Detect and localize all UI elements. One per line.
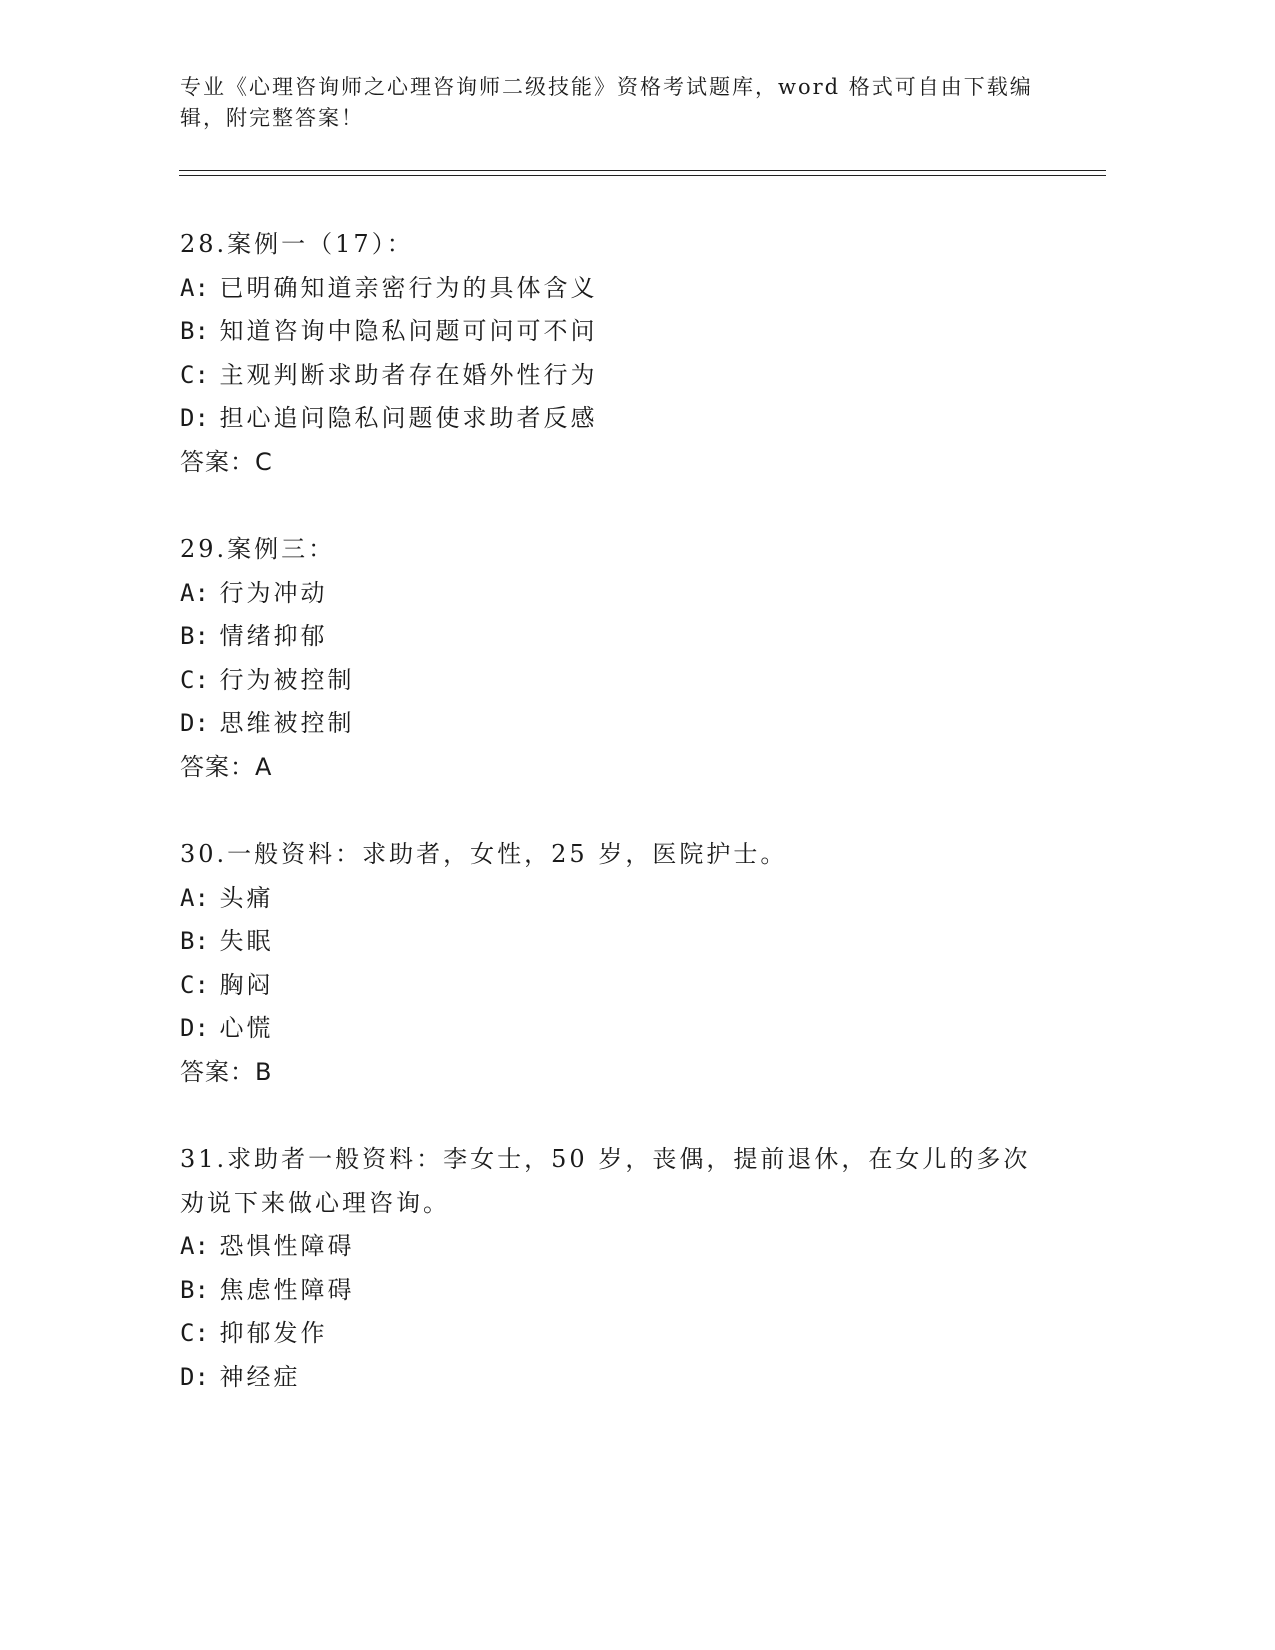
question-stem: 29.案例三： xyxy=(180,535,336,563)
question-stem: 30.一般资料：求助者，女性，25 岁，医院护士。 xyxy=(180,840,788,868)
option-d xyxy=(180,397,1060,441)
option-letter: C: xyxy=(180,970,209,999)
option-text: 情绪抑郁 xyxy=(219,622,328,651)
option-b xyxy=(180,1269,1060,1313)
option-d xyxy=(180,702,1060,746)
option-letter: D: xyxy=(180,1362,209,1391)
question-28 xyxy=(180,223,1060,485)
document-intro: 专业《心理咨询师之心理咨询师二级技能》资格考试题库，word 格式可自由下载编辑，附完整答案！ xyxy=(180,75,1033,130)
option-letter: D: xyxy=(180,1014,209,1043)
option-letter: B: xyxy=(180,622,209,651)
answer-line: 答案：A xyxy=(180,752,273,781)
option-letter: B: xyxy=(180,317,209,346)
answer-line: 答案：C xyxy=(180,447,273,476)
option-letter: C: xyxy=(180,665,209,694)
option-text: 心慌 xyxy=(219,1014,274,1043)
question-30 xyxy=(180,833,1060,1095)
option-d xyxy=(180,1356,1060,1400)
option-text: 抑郁发作 xyxy=(219,1319,328,1348)
option-text: 担心追问隐私问题使求助者反感 xyxy=(219,404,598,433)
question-stem: 31.求助者一般资料：李女士，50 岁，丧偶，提前退休，在女儿的多次劝说下来做心理咨询。 xyxy=(180,1145,1031,1217)
option-a xyxy=(180,572,1060,616)
option-a xyxy=(180,877,1060,921)
option-letter: D: xyxy=(180,404,209,433)
option-text: 思维被控制 xyxy=(219,709,355,738)
option-b xyxy=(180,615,1060,659)
option-a xyxy=(180,1225,1060,1269)
option-c xyxy=(180,1312,1060,1356)
question-29 xyxy=(180,528,1060,790)
option-text: 恐惧性障碍 xyxy=(219,1232,355,1261)
option-b xyxy=(180,310,1060,354)
option-b xyxy=(180,920,1060,964)
option-letter: A: xyxy=(180,1232,209,1261)
option-text: 行为被控制 xyxy=(219,665,355,694)
option-text: 焦虑性障碍 xyxy=(219,1275,355,1304)
option-text: 头痛 xyxy=(219,883,274,912)
option-letter: C: xyxy=(180,360,209,389)
option-text: 行为冲动 xyxy=(219,578,328,607)
question-stem: 28.案例一（17）： xyxy=(180,230,414,258)
option-letter: D: xyxy=(180,709,209,738)
option-text: 胸闷 xyxy=(219,970,274,999)
option-letter: B: xyxy=(180,927,209,956)
option-text: 失眠 xyxy=(219,927,274,956)
option-letter: C: xyxy=(180,1319,209,1348)
option-text: 知道咨询中隐私问题可问可不问 xyxy=(219,317,598,346)
option-letter: A: xyxy=(180,578,209,607)
option-a xyxy=(180,267,1060,311)
option-c xyxy=(180,659,1060,703)
option-text: 已明确知道亲密行为的具体含义 xyxy=(219,273,598,302)
answer-line: 答案：B xyxy=(180,1057,273,1086)
question-31 xyxy=(180,1138,1060,1400)
option-c xyxy=(180,964,1060,1008)
option-d xyxy=(180,1007,1060,1051)
header-divider-bottom xyxy=(179,175,1106,176)
option-text: 神经症 xyxy=(219,1362,301,1391)
option-text: 主观判断求助者存在婚外性行为 xyxy=(219,360,598,389)
option-letter: A: xyxy=(180,883,209,912)
option-letter: B: xyxy=(180,1275,209,1304)
option-letter: A: xyxy=(180,273,209,302)
option-c xyxy=(180,354,1060,398)
header-divider-top xyxy=(179,170,1106,171)
